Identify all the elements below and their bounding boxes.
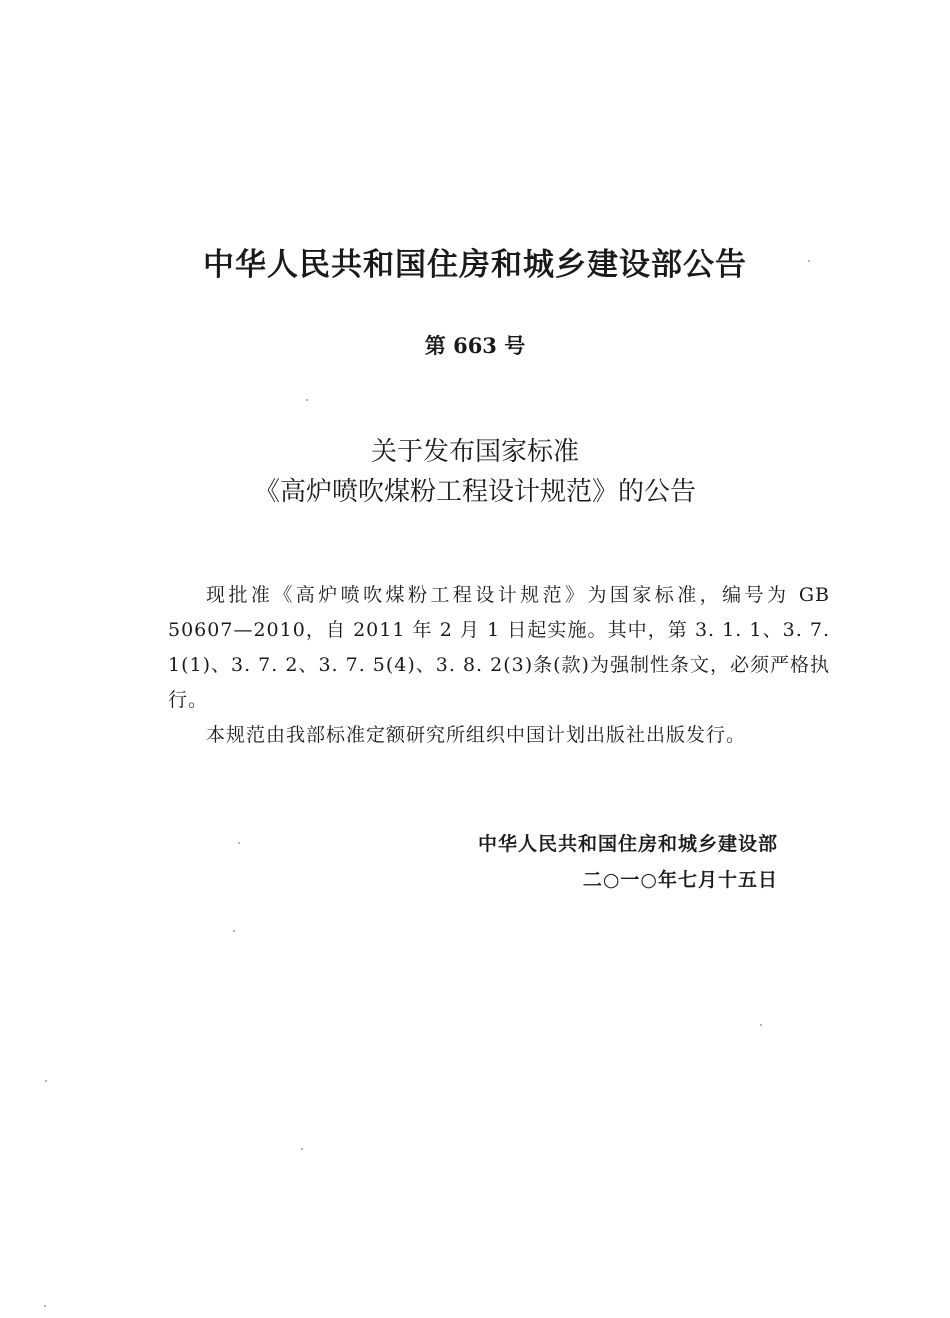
scan-speck bbox=[808, 260, 810, 262]
subject-line-1: 关于发布国家标准 bbox=[370, 437, 579, 467]
body-paragraph-1: 现批准《高炉喷吹煤粉工程设计规范》为国家标准，编号为 GB 50607—2010，自 2011 年 2 月 1 日起实施。其中，第 3. 1. 1、3. 7. 1(1)、3. 7. 2、3. 7. 5(4)、3. 8. 2(3)条(款)为强制性条文，必须严格执行。 bbox=[168, 584, 830, 711]
scan-speck bbox=[301, 1148, 303, 1150]
page-title: 中华人民共和国住房和城乡建设部公告 bbox=[203, 247, 747, 283]
scan-speck bbox=[760, 1024, 762, 1026]
signature-block bbox=[478, 826, 778, 898]
scan-speck bbox=[233, 930, 235, 932]
scan-speck bbox=[306, 399, 308, 401]
signature-date: 二○一○年七月十五日 bbox=[582, 869, 778, 891]
issue-number: 第 663 号 bbox=[424, 333, 526, 358]
signature-organization: 中华人民共和国住房和城乡建设部 bbox=[477, 833, 778, 855]
announcement-subject bbox=[0, 432, 950, 512]
scan-speck bbox=[45, 1080, 47, 1082]
scan-speck bbox=[44, 1305, 46, 1307]
scan-speck bbox=[238, 842, 240, 844]
subject-line-2: 《高炉喷吹煤粉工程设计规范》的公告 bbox=[253, 477, 696, 507]
announcement-body bbox=[168, 578, 830, 753]
body-paragraph-2: 本规范由我部标准定额研究所组织中国计划出版社出版发行。 bbox=[206, 724, 747, 746]
